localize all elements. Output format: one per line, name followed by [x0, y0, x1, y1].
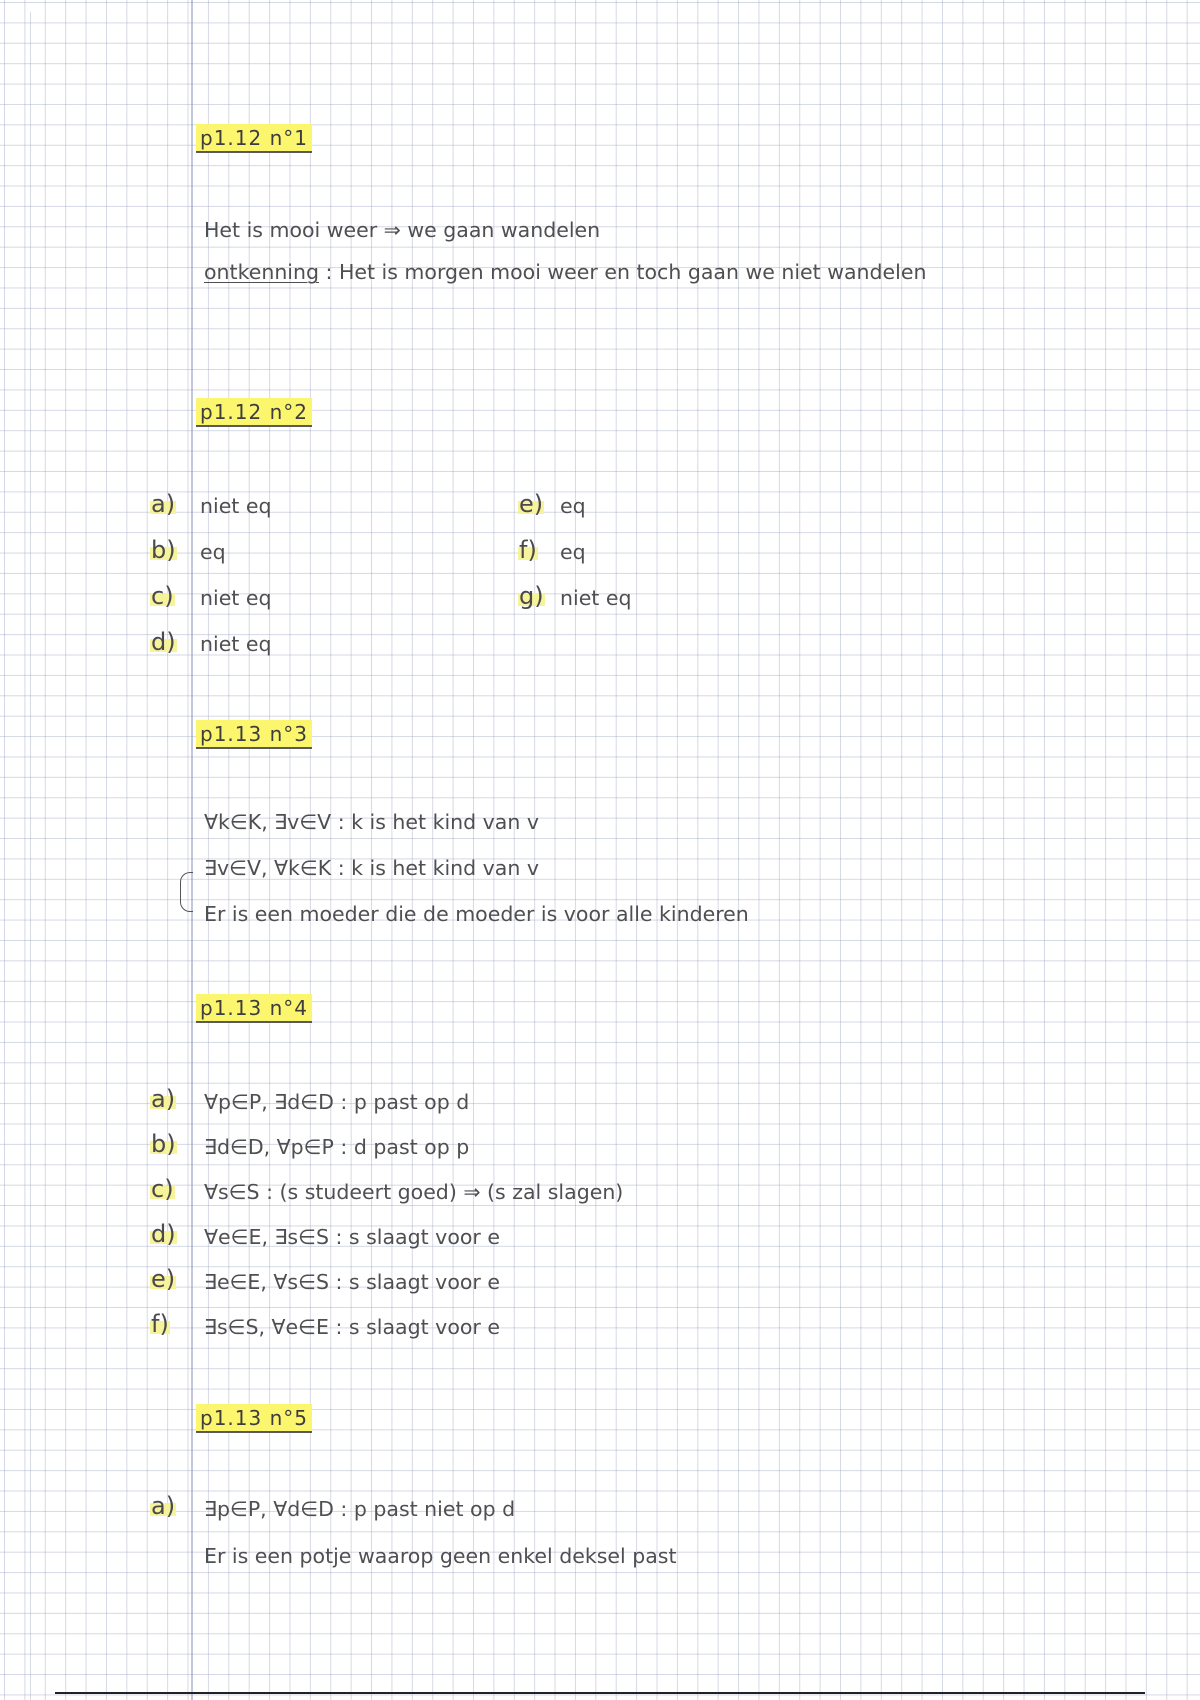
answer-text: niet eq	[200, 586, 272, 610]
section-heading-4: p1.13 n°4	[196, 994, 312, 1023]
formula-line: ∃p∈P, ∀d∈D : p past niet op d	[204, 1497, 516, 1521]
curved-arrow	[180, 872, 193, 912]
statement-line: Het is mooi weer ⇒ we gaan wandelen	[204, 218, 601, 242]
formula-line: ∀e∈E, ∃s∈S : s slaagt voor e	[204, 1225, 500, 1249]
answer-label: d)	[151, 1220, 176, 1248]
answer-label: b)	[151, 536, 176, 564]
answer-text: eq	[560, 540, 586, 564]
answer-label: g)	[519, 582, 544, 610]
section-heading-1: p1.12 n°1	[196, 124, 312, 153]
explanation-line: Er is een moeder die de moeder is voor alle kinderen	[204, 902, 749, 926]
answer-label: a)	[151, 1492, 176, 1520]
answer-label: f)	[519, 536, 537, 564]
formula-line: ∃d∈D, ∀p∈P : d past op p	[204, 1135, 470, 1159]
formula-line: ∃e∈E, ∀s∈S : s slaagt voor e	[204, 1270, 500, 1294]
page-bottom-edge	[55, 1692, 1145, 1694]
negation-label: ontkenning	[204, 260, 320, 284]
answer-text: niet eq	[560, 586, 632, 610]
section-heading-5: p1.13 n°5	[196, 1404, 312, 1433]
answer-label: b)	[151, 1130, 176, 1158]
answer-label: a)	[151, 1085, 176, 1113]
section-heading-2: p1.12 n°2	[196, 398, 312, 427]
negation-text: : Het is morgen mooi weer en toch gaan we niet wandelen	[319, 260, 927, 284]
explanation-line: Er is een potje waarop geen enkel deksel past	[204, 1544, 677, 1568]
formula-line: ∀k∈K, ∃v∈V : k is het kind van v	[204, 810, 539, 834]
answer-text: eq	[200, 540, 226, 564]
section-heading-3: p1.13 n°3	[196, 720, 312, 749]
answer-text: niet eq	[200, 494, 272, 518]
answer-label: d)	[151, 628, 176, 656]
formula-line: ∃v∈V, ∀k∈K : k is het kind van v	[204, 856, 539, 880]
formula-line: ∀s∈S : (s studeert goed) ⇒ (s zal slagen)	[204, 1180, 624, 1204]
formula-line: ∀p∈P, ∃d∈D : p past op d	[204, 1090, 470, 1114]
negation-line	[204, 260, 926, 284]
page-edge	[30, 12, 31, 1700]
answer-text: eq	[560, 494, 586, 518]
answer-label: c)	[151, 1175, 174, 1203]
answer-label: e)	[151, 1265, 176, 1293]
answer-label: f)	[151, 1310, 169, 1338]
answer-label: c)	[151, 582, 174, 610]
answer-text: niet eq	[200, 632, 272, 656]
answer-label: a)	[151, 490, 176, 518]
answer-label: e)	[519, 490, 544, 518]
formula-line: ∃s∈S, ∀e∈E : s slaagt voor e	[204, 1315, 500, 1339]
margin-line	[191, 0, 193, 1700]
